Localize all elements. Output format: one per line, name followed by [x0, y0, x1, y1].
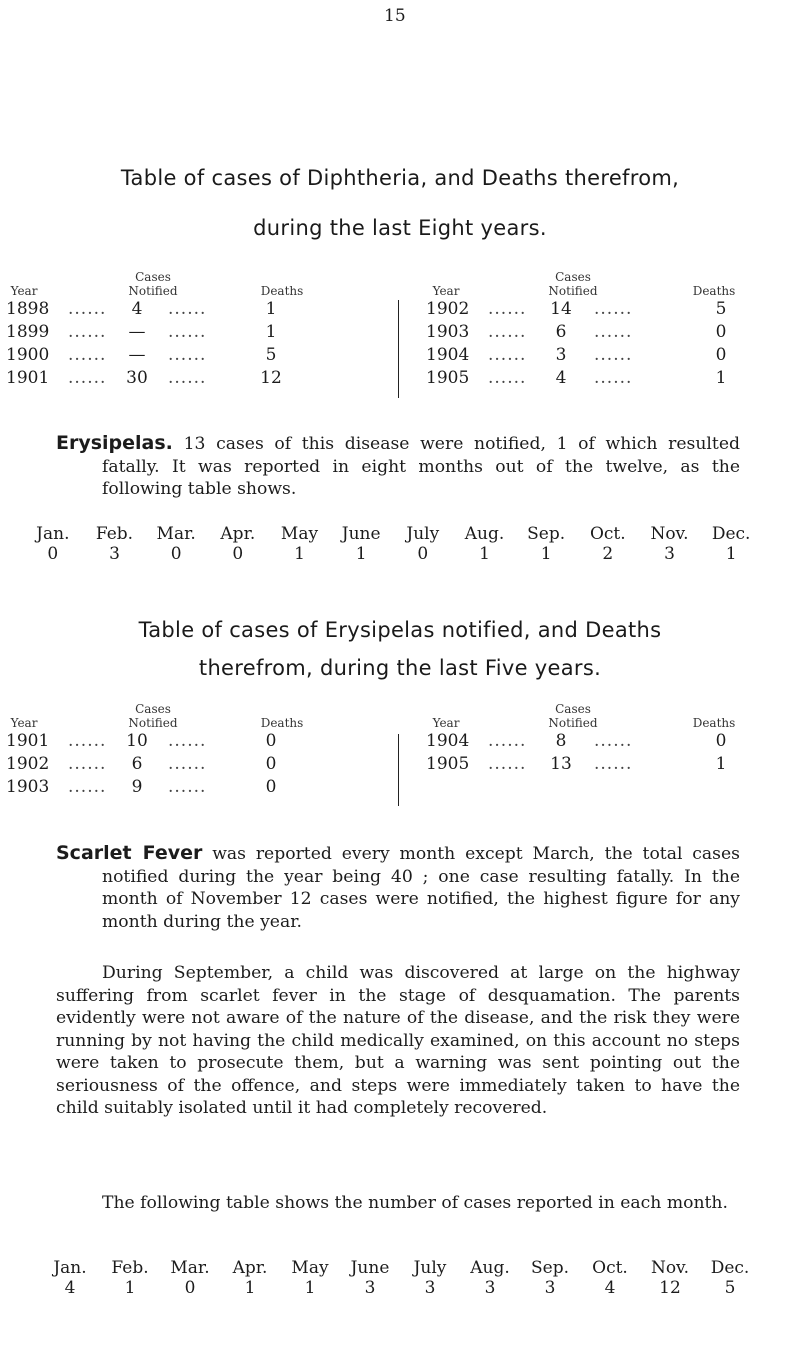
- month-count: 1: [124, 1278, 136, 1298]
- month-count: 3: [484, 1278, 496, 1298]
- table-row: 1900 ...... — ...... 5: [6, 344, 326, 367]
- row-year: 1904: [426, 345, 470, 365]
- month-count: 1: [725, 544, 737, 564]
- month-count: 0: [184, 1278, 196, 1298]
- row-cases: —: [128, 322, 146, 342]
- month-count: 1: [355, 544, 367, 564]
- row-deaths: 0: [715, 731, 727, 751]
- table-row: 1898 ...... 4 ...... 1: [6, 298, 326, 321]
- diph-left-cases-header: [108, 270, 198, 298]
- row-cases: 3: [555, 345, 567, 365]
- month-label: Apr.: [232, 1258, 268, 1278]
- table-row: 1902 ...... 14 ...... 5: [426, 298, 766, 321]
- table-row: 1899 ...... — ...... 1: [6, 321, 326, 344]
- erysipelas-heading: Erysipelas.: [56, 432, 173, 454]
- row-deaths: 0: [715, 322, 727, 342]
- erysipelas-table-title-line1: Table of cases of Erysipelas notified, and Deaths: [138, 618, 662, 642]
- cases-header-top: Cases: [135, 702, 171, 716]
- month-count: 2: [602, 544, 614, 564]
- row-year: 1901: [6, 368, 50, 388]
- month-count: 5: [724, 1278, 736, 1298]
- row-year: 1902: [6, 754, 50, 774]
- row-cases: 6: [131, 754, 143, 774]
- row-deaths: 12: [260, 368, 282, 388]
- month-count: 12: [659, 1278, 681, 1298]
- diph-left-rows: [6, 298, 326, 390]
- ery-left-deaths-header: Deaths: [260, 716, 304, 730]
- scarlet-fever-text: was reported every month except March, the total cases notified during the year being 40 ; one case resulting fatally. In the month of November 12 cases were notified, the highest figure for any month during the year.: [102, 844, 740, 932]
- month-label: Aug.: [464, 524, 505, 544]
- row-cases: —: [128, 345, 146, 365]
- cases-header-bottom: Notified: [128, 284, 178, 298]
- cases-header-bottom: Notified: [548, 716, 598, 730]
- table-row: 1904 ...... 8 ...... 0: [426, 730, 766, 753]
- row-cases: 8: [555, 731, 567, 751]
- row-cases: 6: [555, 322, 567, 342]
- page-number: 15: [384, 6, 406, 26]
- row-deaths: 5: [715, 299, 727, 319]
- ery-right-deaths-header: Deaths: [692, 716, 736, 730]
- row-cases: 4: [555, 368, 567, 388]
- row-deaths: 0: [265, 731, 277, 751]
- cases-header-bottom: Notified: [128, 716, 178, 730]
- month-label: Feb.: [95, 524, 134, 544]
- scarlet-fever-paragraph-3: The following table shows the number of cases reported in each month.: [102, 1193, 728, 1213]
- month-count: 0: [417, 544, 429, 564]
- month-label: Sep.: [531, 1258, 569, 1278]
- month-label: Sep.: [527, 524, 566, 544]
- month-label: May: [280, 524, 319, 544]
- month-label: Mar.: [170, 1258, 210, 1278]
- month-label: Feb.: [111, 1258, 149, 1278]
- table-row: 1905 ...... 4 ...... 1: [426, 367, 766, 390]
- row-year: 1900: [6, 345, 50, 365]
- diph-right-cases-header: [528, 270, 618, 298]
- month-count: 3: [364, 1278, 376, 1298]
- table-row: 1905 ...... 13 ...... 1: [426, 753, 766, 776]
- cases-header-top: Cases: [135, 270, 171, 284]
- month-count: 1: [304, 1278, 316, 1298]
- ery-left-year-header: Year: [10, 716, 38, 730]
- row-cases: 9: [131, 777, 143, 797]
- row-year: 1904: [426, 731, 470, 751]
- diph-left-year-header: Year: [10, 284, 38, 298]
- month-label: Apr.: [220, 524, 256, 544]
- diph-right-deaths-header: Deaths: [692, 284, 736, 298]
- month-label: Aug.: [470, 1258, 510, 1278]
- row-deaths: 0: [265, 777, 277, 797]
- month-label: May: [291, 1258, 329, 1278]
- month-count: 3: [109, 544, 120, 564]
- row-year: 1902: [426, 299, 470, 319]
- scarlet-fever-month-table: [40, 1258, 760, 1298]
- row-deaths: 5: [265, 345, 277, 365]
- month-count: 3: [544, 1278, 556, 1298]
- diph-table-divider: [398, 300, 399, 398]
- row-cases: 13: [550, 754, 572, 774]
- row-cases: 14: [550, 299, 572, 319]
- month-label: Nov.: [650, 1258, 690, 1278]
- scarlet-fever-heading: Scarlet Fever: [56, 842, 203, 864]
- erysipelas-text: 13 cases of this disease were notified, 1 of which resulted fatally. It was reported in eight months out of the twelve, as the following table shows.: [102, 434, 740, 499]
- row-year: 1898: [6, 299, 50, 319]
- month-count: 1: [244, 1278, 256, 1298]
- row-year: 1899: [6, 322, 50, 342]
- month-count: 3: [424, 1278, 436, 1298]
- row-cases: 30: [126, 368, 148, 388]
- row-year: 1903: [426, 322, 470, 342]
- cases-header-top: Cases: [555, 270, 591, 284]
- month-count: 4: [604, 1278, 616, 1298]
- erysipelas-table-title-line2: therefrom, during the last Five years.: [198, 656, 602, 680]
- month-label: Mar.: [156, 524, 196, 544]
- table-row: 1902 ...... 6 ...... 0: [6, 753, 326, 776]
- month-count: 3: [664, 544, 675, 564]
- row-deaths: 1: [715, 754, 727, 774]
- diph-right-year-header: Year: [432, 284, 460, 298]
- month-label: Oct.: [589, 524, 626, 544]
- month-label: Oct.: [592, 1258, 628, 1278]
- diphtheria-table-title-line2: during the last Eight years.: [253, 216, 547, 240]
- table-row: 1903 ...... 6 ...... 0: [426, 321, 766, 344]
- month-count: 0: [170, 544, 182, 564]
- ery-table-divider: [398, 734, 399, 806]
- row-year: 1905: [426, 368, 470, 388]
- month-label: July: [406, 524, 440, 544]
- table-row: 1901 ...... 10 ...... 0: [6, 730, 326, 753]
- table-row: 1904 ...... 3 ...... 0: [426, 344, 766, 367]
- month-count: 1: [540, 544, 552, 564]
- month-count: 4: [64, 1278, 76, 1298]
- row-year: 1901: [6, 731, 50, 751]
- scarlet-fever-paragraph: [40, 842, 740, 933]
- erysipelas-paragraph: [40, 432, 740, 501]
- scarlet-fever-paragraph-2: During September, a child was discovered at large on the highway suffering from scarlet fever in the stage of desquamation. The parents evidently were not aware of the nature of the disease, and the risk they were running by not having the child medically examined, on this account no steps were taken to prosecute them, but a warning was sent pointing out the seriousness of the offence, and steps were immediately taken to have the child suitably isolated until it had completely recovered.: [56, 963, 740, 1118]
- row-deaths: 0: [715, 345, 727, 365]
- row-year: 1905: [426, 754, 470, 774]
- table-row: 1903 ...... 9 ...... 0: [6, 776, 326, 799]
- ery-right-rows: [426, 730, 766, 776]
- month-count: 0: [232, 544, 244, 564]
- month-label: June: [341, 524, 381, 544]
- diphtheria-table-title-line1: Table of cases of Diphtheria, and Deaths therefrom,: [120, 166, 680, 190]
- month-label: July: [413, 1258, 447, 1278]
- row-deaths: 1: [265, 299, 277, 319]
- month-label: June: [350, 1258, 390, 1278]
- month-count: 1: [294, 544, 305, 564]
- row-year: 1903: [6, 777, 50, 797]
- row-deaths: 1: [265, 322, 277, 342]
- row-cases: 4: [131, 299, 143, 319]
- month-label: Jan.: [53, 1258, 87, 1278]
- ery-right-year-header: Year: [432, 716, 460, 730]
- table-row: 1901 ...... 30 ...... 12: [6, 367, 326, 390]
- diph-right-rows: [426, 298, 766, 390]
- cases-header-top: Cases: [555, 702, 591, 716]
- ery-right-cases-header: [528, 702, 618, 730]
- month-label: Dec.: [711, 524, 751, 544]
- cases-header-bottom: Notified: [548, 284, 598, 298]
- row-cases: 10: [126, 731, 148, 751]
- month-count: 0: [47, 544, 59, 564]
- ery-left-rows: [6, 730, 326, 799]
- month-count: 1: [479, 544, 490, 564]
- ery-left-cases-header: [108, 702, 198, 730]
- erysipelas-month-table: [22, 524, 762, 564]
- month-label: Nov.: [650, 524, 689, 544]
- month-label: Jan.: [36, 524, 70, 544]
- diph-left-deaths-header: Deaths: [260, 284, 304, 298]
- row-deaths: 1: [715, 368, 727, 388]
- row-deaths: 0: [265, 754, 277, 774]
- month-label: Dec.: [710, 1258, 750, 1278]
